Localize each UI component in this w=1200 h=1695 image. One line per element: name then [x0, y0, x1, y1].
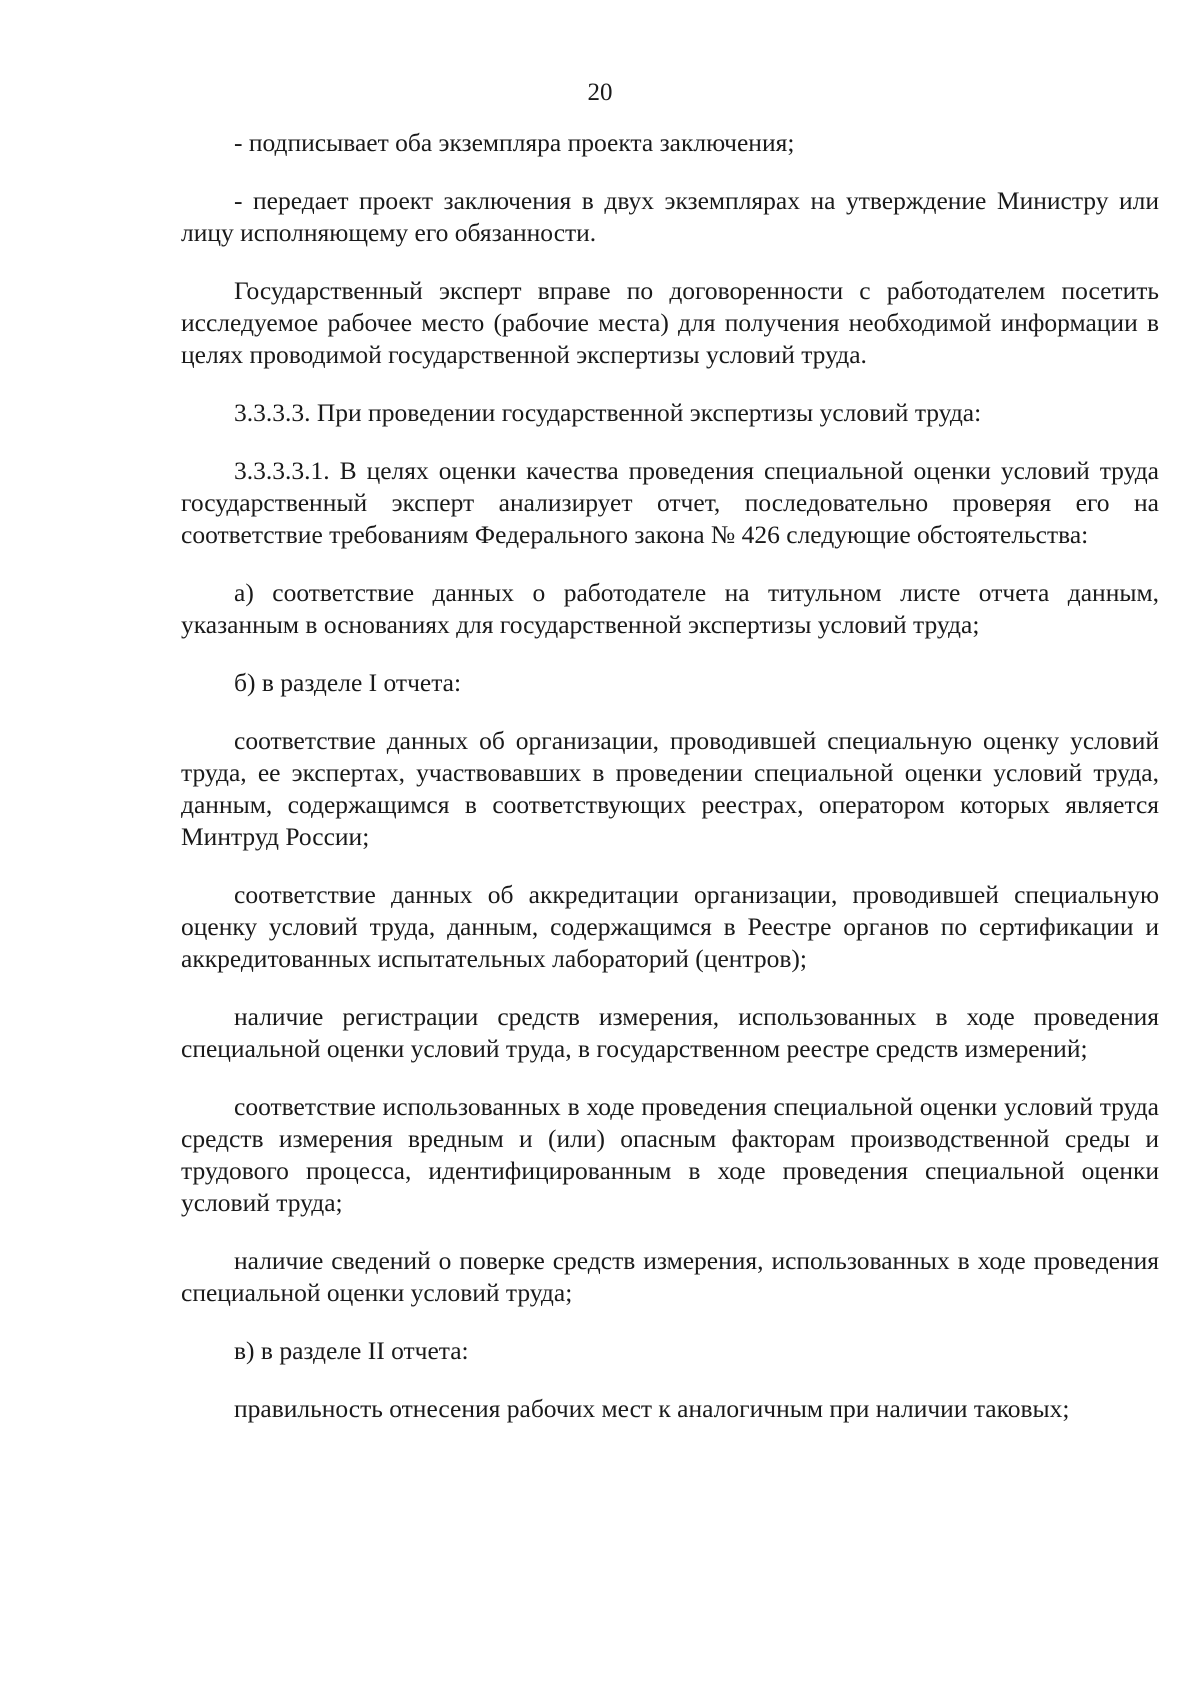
paragraph-sign-copies: - подписывает оба экземпляра проекта заключения;	[234, 128, 795, 157]
paragraph-measurement-registration: наличие регистрации средств измерения, использованных в ходе проведения специальной оценки условий труда, в государственном реестре средств измерений;	[181, 1002, 1159, 1063]
paragraph-item-b-heading: б) в разделе I отчета:	[234, 668, 462, 697]
paragraph-item-v-heading: в) в разделе II отчета:	[234, 1336, 469, 1365]
page-number: 20	[587, 79, 613, 106]
paragraph-expert-visit: Государственный эксперт вправе по договоренности с работодателем посетить исследуемое рабочее место (рабочие места) для получения необходимой информации в целях проводимой государственной экспертизы условий труда.	[181, 276, 1159, 369]
paragraph-3-3-3-3: 3.3.3.3. При проведении государственной экспертизы условий труда:	[234, 398, 982, 427]
paragraph-3-3-3-3-1: 3.3.3.3.1. В целях оценки качества проведения специальной оценки условий труда государственный эксперт анализирует отчет, последовательно проверяя его на соответствие требованиям Федерального закона № 426 следующие обстоятельства:	[181, 456, 1159, 549]
document-body	[181, 127, 1159, 1425]
paragraph-calibration-info: наличие сведений о поверке средств измерения, использованных в ходе проведения специальной оценки условий труда;	[181, 1246, 1159, 1307]
paragraph-similar-workplaces: правильность отнесения рабочих мест к аналогичным при наличии таковых;	[234, 1394, 1070, 1423]
paragraph-measurement-conformity: соответствие использованных в ходе проведения специальной оценки условий труда средств измерения вредным и (или) опасным факторам производственной среды и трудового процесса, идентифицированным в ходе проведения специальной оценки условий труда;	[181, 1092, 1159, 1217]
paragraph-item-a: а) соответствие данных о работодателе на титульном листе отчета данным, указанным в основаниях для государственной экспертизы условий труда;	[181, 578, 1159, 639]
paragraph-transfer-to-minister: - передает проект заключения в двух экземплярах на утверждение Министру или лицу исполняющему его обязанности.	[181, 186, 1159, 247]
paragraph-organization-data: соответствие данных об организации, проводившей специальную оценку условий труда, ее экспертах, участвовавших в проведении специальной оценки условий труда, данным, содержащимся в соответствующих реестрах, оператором которых является Минтруд России;	[181, 726, 1159, 851]
paragraph-accreditation-data: соответствие данных об аккредитации организации, проводившей специальную оценку условий труда, данным, содержащимся в Реестре органов по сертификации и аккредитованных испытательных лабораторий (центров);	[181, 880, 1159, 973]
